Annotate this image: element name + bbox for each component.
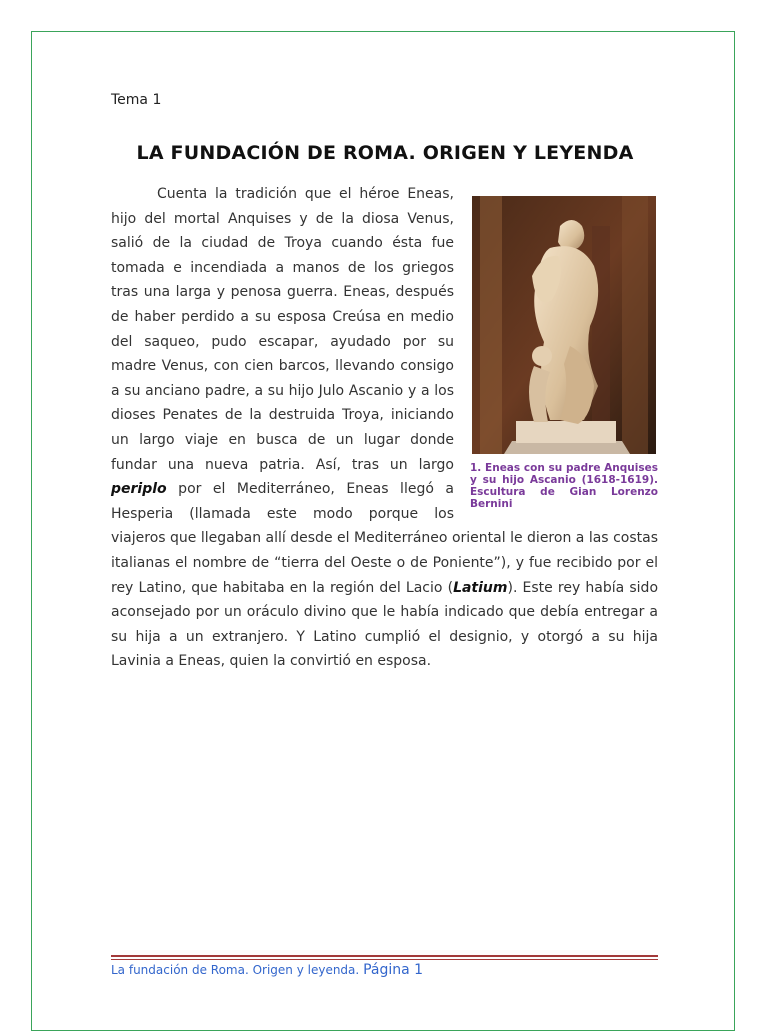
footer-rule-thin [111,959,658,960]
body-text [111,182,658,674]
body-segment-1: Cuenta la tradición que el héroe Eneas, hijo del mortal Anquises y de la diosa Venus, salió de la ciudad de Troya cuando ésta fue tomada e incendiada a manos de los griegos tras una larga y penosa guerra. Eneas, después de haber perdido a su esposa Creúsa en medio del saqueo, pudo escapar, ayudado por su madre Venus, con cien barcos, llevando consigo a su anciano padre, a su hijo Julo Ascanio y a los dioses Penates de la destruida Troya, iniciando un largo viaje en busca de un lugar donde fundar una nueva patria. Así, tras un largo [111,186,454,473]
body-segment-3: ). Este rey había sido aconsejado por un oráculo divino que le había indicado que debía entregar a su hija a un extranjero. Y Latino cumplió el designio, y otorgó a su hija Lavinia a Eneas, quien la convirtió en esposa. [111,579,659,670]
page-title: LA FUNDACIÓN DE ROMA. ORIGEN Y LEYENDA [136,142,634,164]
term-latium: Latium [453,579,508,596]
body-segment-2: por el Mediterráneo, Eneas llegó a Hesperia (llamada este modo porque los viajeros que llegaban allí desde el Mediterráneo oriental le dieron a las costas italianas el nombre de “tierra del Oeste o de Poniente”), y fue recibido por el rey Latino, que habitaba en la región del Lacio ( [111,481,658,596]
footer-text: La fundación de Roma. Origen y leyenda. [111,963,360,977]
statue-figure [468,196,658,514]
page-footer [111,962,423,978]
term-periplo: periplo [111,481,167,498]
page-number: Página 1 [363,962,424,978]
figure-caption: 1. Eneas con su padre Anquises y su hijo Ascanio (1618-1619). Escultura de Gian Lorenzo Bernini [470,462,658,510]
statue-image [472,196,656,454]
footer-rule [111,955,658,957]
topic-label: Tema 1 [111,92,162,108]
